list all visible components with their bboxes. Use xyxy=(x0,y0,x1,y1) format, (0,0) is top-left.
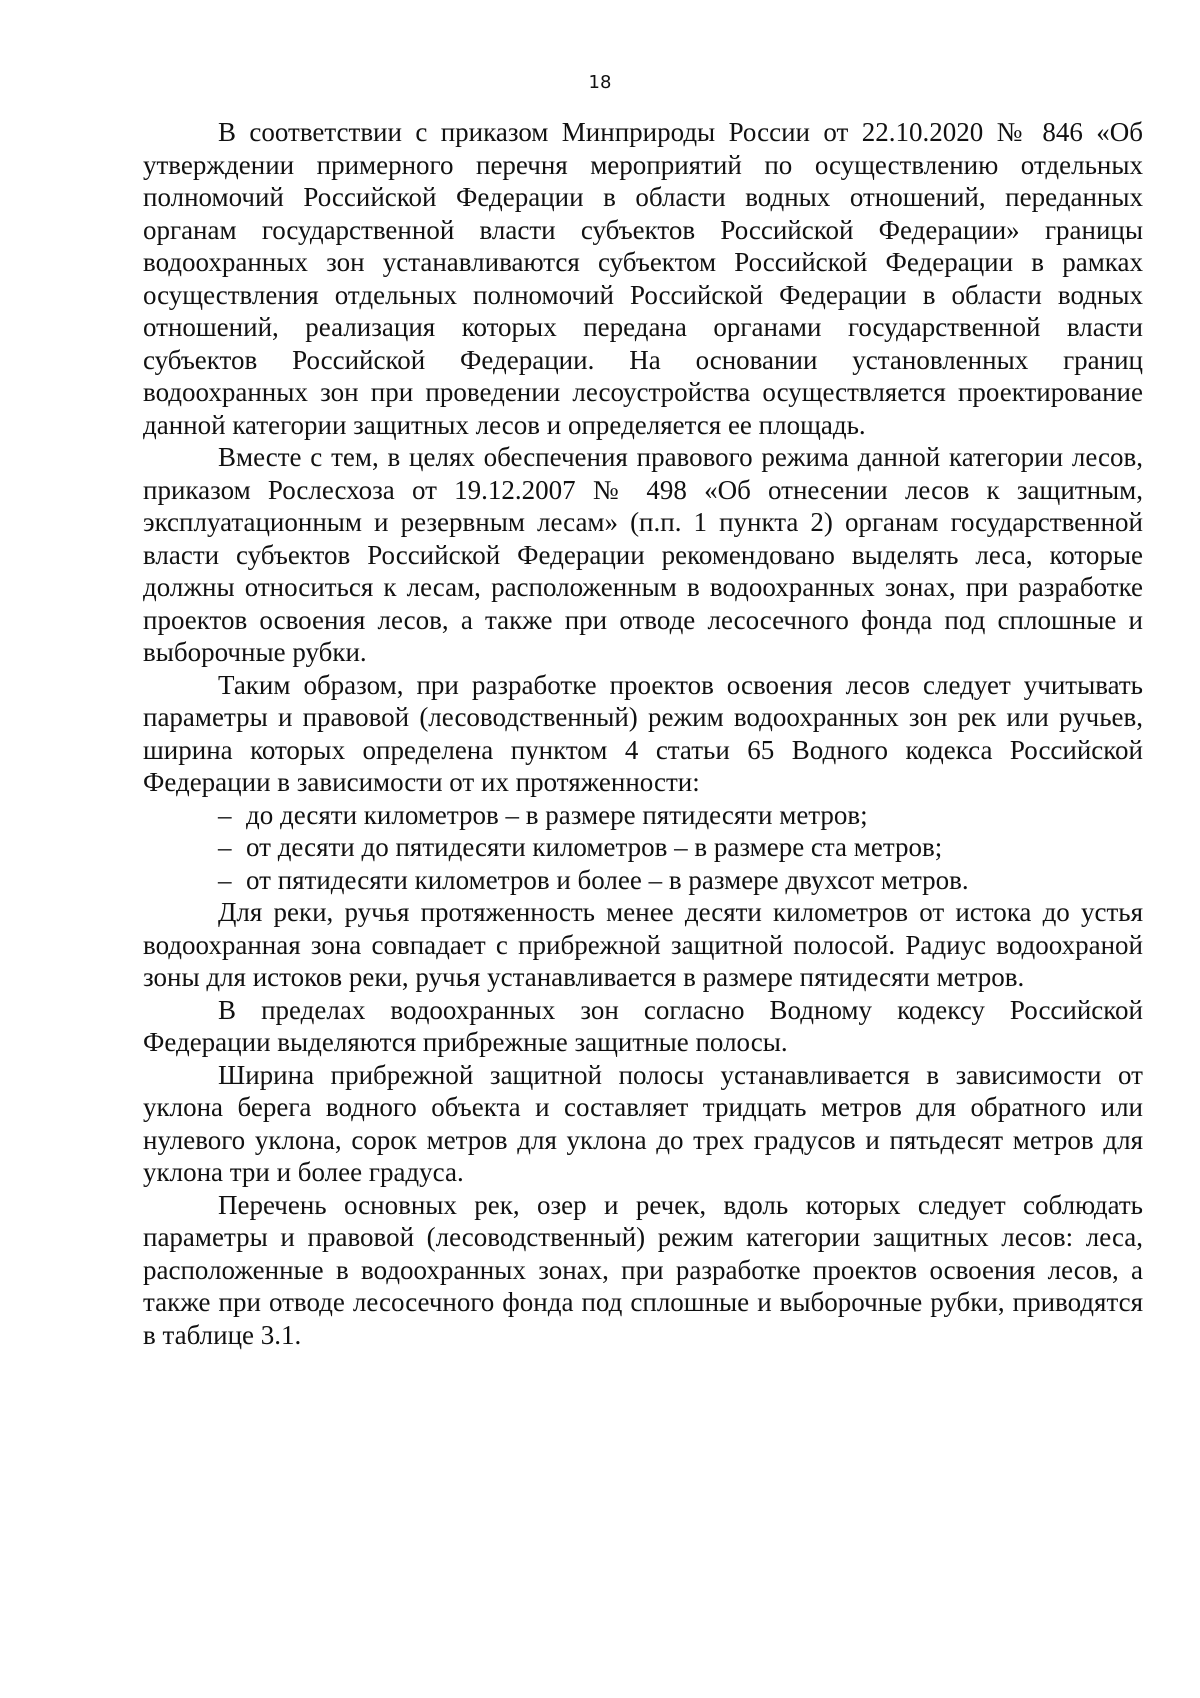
list-item xyxy=(143,864,1143,897)
paragraph-2: Вместе с тем, в целях обеспечения правового режима данной категории лесов, приказом Рослесхоза от 19.12.2007 № 498 «Об отнесении лесов к защитным, эксплуатационным и резервным лесам» (п.п. 1 пункта 2) органам государственной власти субъектов Российской Федерации рекомендовано выделять леса, которые должны относиться к лесам, расположенным в водоохранных зонах, при разработке проектов освоения лесов, а также при отводе лесосечного фонда под сплошные и выборочные рубки. xyxy=(143,442,1143,667)
list-item-text: от десяти до пятидесяти километров – в размере ста метров; xyxy=(246,832,943,862)
list-item-text: до десяти километров – в размере пятидесяти метров; xyxy=(246,799,868,830)
list-item-text: от пятидесяти километров и более – в размере двухсот метров. xyxy=(246,864,969,895)
list-item xyxy=(143,799,1143,832)
dash-marker: – xyxy=(218,864,232,895)
paragraph-4: Для реки, ручья протяженность менее десяти километров от истока до устья водоохранная зона совпадает с прибрежной защитной полосой. Радиус водоохраной зоны для истоков реки, ручья устанавливается в размере пятидесяти метров. xyxy=(143,897,1143,992)
dash-marker: – xyxy=(218,799,232,830)
paragraph-6: Ширина прибрежной защитной полосы устанавливается в зависимости от уклона берега водного объекта и составляет тридцать метров для обратного или нулевого уклона, сорок метров для уклона до трех градусов и пятьдесят метров для уклона три и более градуса. xyxy=(143,1059,1143,1187)
width-list xyxy=(143,799,1143,897)
paragraph-1: В соответствии с приказом Минприроды России от 22.10.2020 № 846 «Об утверждении примерного перечня мероприятий по осуществлению отдельных полномочий Российской Федерации в области водных отношений, переданных органам государственной власти субъектов Российской Федерации» границы водоохранных зон устанавливаются субъектом Российской Федерации в рамках осуществления отдельных полномочий Российской Федерации в области водных отношений, реализация которых передана органами государственной власти субъектов Российской Федерации. На основании установленных границ водоохранных зон при проведении лесоустройства осуществляется проектирование данной категории защитных лесов и определяется ее площадь. xyxy=(143,117,1143,440)
dash-marker: – xyxy=(218,832,232,862)
document-body xyxy=(143,116,1143,1351)
list-item xyxy=(143,831,1143,864)
page-number: 18 xyxy=(588,72,612,93)
paragraph-5: В пределах водоохранных зон согласно Водному кодексу Российской Федерации выделяются прибрежные защитные полосы. xyxy=(143,994,1143,1057)
paragraph-7: Перечень основных рек, озер и речек, вдоль которых следует соблюдать параметры и правовой (лесоводственный) режим категории защитных лесов: леса, расположенные в водоохранных зонах, при разработке проектов освоения лесов, а также при отводе лесосечного фонда под сплошные и выборочные рубки, приводятся в таблице 3.1. xyxy=(143,1189,1143,1350)
paragraph-3: Таким образом, при разработке проектов освоения лесов следует учитывать параметры и правовой (лесоводственный) режим водоохранных зон рек или ручьев, ширина которых определена пунктом 4 статьи 65 Водного кодекса Российской Федерации в зависимости от их протяженности: xyxy=(143,669,1143,797)
